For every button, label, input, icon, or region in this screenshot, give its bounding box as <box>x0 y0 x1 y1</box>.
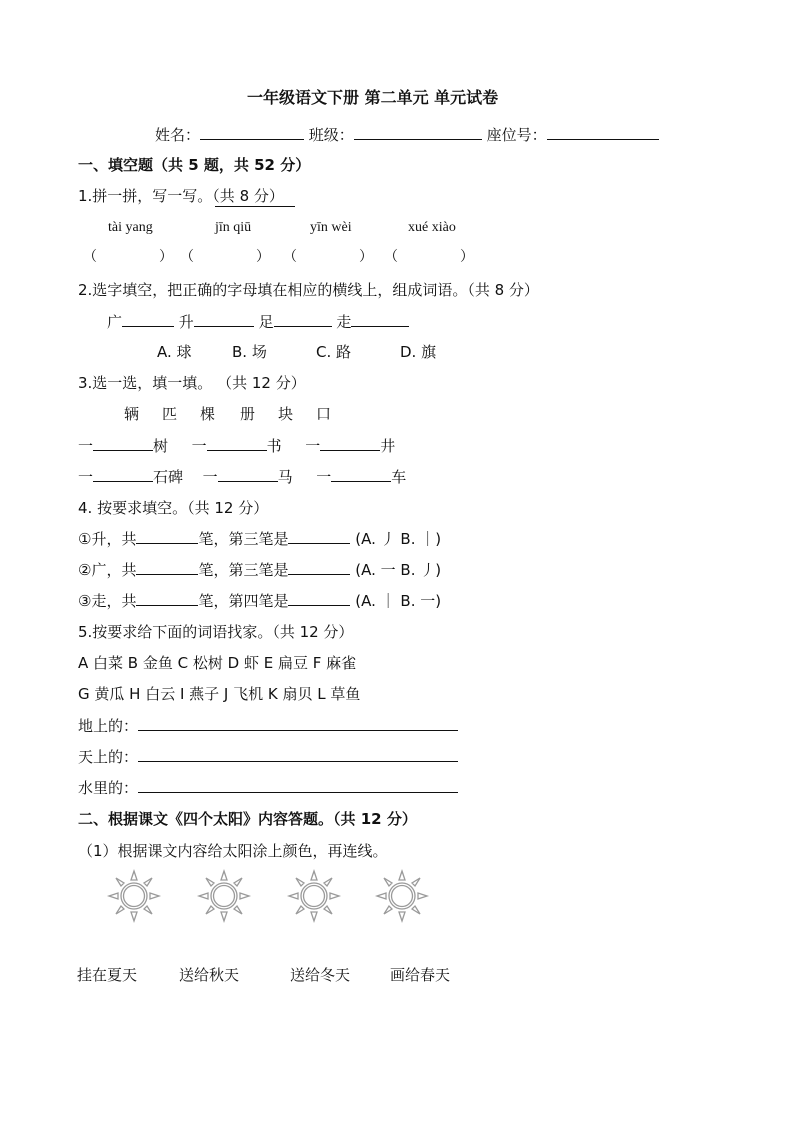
q2-word-1: 广 <box>107 313 123 331</box>
q3-r2-prefix-1: 一 <box>78 468 94 486</box>
q5-water-blank[interactable] <box>138 778 458 793</box>
q1-pinyin-3: yīn wèi <box>310 220 352 235</box>
q1-pinyin-1: tài yang <box>108 220 153 235</box>
q4-r1-number: ① <box>78 530 92 548</box>
q4-r2-char: 广，共 <box>91 561 137 579</box>
q2-word-2: 升 <box>178 313 194 331</box>
q2-blanks-row <box>107 312 409 332</box>
q1-prompt: 1.拼一拼，写一写。（共 8 分） <box>78 187 284 205</box>
section1-heading: 一、填空题（共 5 题，共 52 分） <box>78 156 311 174</box>
q5-prompt: 5.按要求给下面的词语找家。（共 12 分） <box>78 623 354 641</box>
q4-row-1 <box>78 529 441 549</box>
q4-r2-count-blank[interactable] <box>136 560 198 575</box>
q3-choice-3: 棵 <box>200 405 216 423</box>
q2-option-d: D. 旗 <box>400 343 437 361</box>
page-title: 一年级语文下册 第二单元 单元试卷 <box>247 88 499 107</box>
q5-line-land <box>78 716 458 736</box>
q3-choice-6: 口 <box>316 405 332 423</box>
sun-icon-4[interactable] <box>374 868 430 924</box>
q2-word-3: 足 <box>258 313 274 331</box>
q5-words-row-2: G 黄瓜 H 白云 I 燕子 J 飞机 K 扇贝 L 草鱼 <box>78 685 361 703</box>
q2-blank-2[interactable] <box>194 312 254 327</box>
q4-r3-char: 走，共 <box>91 592 137 610</box>
label-spring[interactable]: 画给春天 <box>390 966 451 984</box>
q4-r2-number: ② <box>78 561 92 579</box>
sun-icon-1[interactable] <box>106 868 162 924</box>
q5-sky-blank[interactable] <box>138 747 458 762</box>
q4-r1-options: (A. 丿 B. ｜) <box>355 530 442 548</box>
q2-prompt: 2.选字填空，把正确的字母填在相应的横线上，组成词语。（共 8 分） <box>78 281 539 299</box>
q3-choice-4: 册 <box>240 405 256 423</box>
seat-label: 座位号： <box>486 126 547 144</box>
q1-pinyin-2: jīn qiū <box>215 220 252 235</box>
q2-option-a: A. 球 <box>157 343 192 361</box>
section2-sub1: （1）根据课文内容给太阳涂上颜色，再连线。 <box>78 842 388 860</box>
q3-r1-blank-3[interactable] <box>320 436 380 451</box>
q4-row-3 <box>78 591 441 611</box>
q3-choice-1: 辆 <box>124 405 140 423</box>
q3-r1-prefix-1: 一 <box>78 437 94 455</box>
q1-pinyin-4: xué xiào <box>408 220 456 235</box>
q3-r1-blank-2[interactable] <box>207 436 267 451</box>
q3-row-2 <box>78 467 406 487</box>
q3-r2-blank-1[interactable] <box>93 467 153 482</box>
q3-r1-prefix-3: 一 <box>305 437 321 455</box>
q5-line-water <box>78 778 458 798</box>
name-label: 姓名： <box>155 126 201 144</box>
q4-r2-stroke-blank[interactable] <box>288 560 350 575</box>
q3-r1-prefix-2: 一 <box>191 437 207 455</box>
q4-r3-stroke-blank[interactable] <box>288 591 350 606</box>
q5-land-label: 地上的： <box>78 717 139 735</box>
q5-line-sky <box>78 747 458 767</box>
q3-r2-prefix-3: 一 <box>316 468 332 486</box>
q4-r1-char: 升，共 <box>91 530 137 548</box>
q3-r1-noun-3: 井 <box>380 437 396 455</box>
sun-icon-2[interactable] <box>196 868 252 924</box>
q3-r2-noun-3: 车 <box>391 468 407 486</box>
q5-water-label: 水里的： <box>78 779 139 797</box>
q4-r1-count-blank[interactable] <box>136 529 198 544</box>
q4-r3-options: (A. ｜ B. 一) <box>355 592 442 610</box>
q4-row-2 <box>78 560 441 580</box>
q4-prompt: 4. 按要求填空。（共 12 分） <box>78 499 269 517</box>
q4-r3-count-blank[interactable] <box>136 591 198 606</box>
q2-option-c: C. 路 <box>316 343 352 361</box>
sun-icon-3[interactable] <box>286 868 342 924</box>
q3-r1-noun-1: 树 <box>153 437 169 455</box>
q3-r1-noun-2: 书 <box>266 437 282 455</box>
q2-blank-1[interactable] <box>122 312 174 327</box>
q4-r3-mid: 笔，第四笔是 <box>198 592 289 610</box>
label-autumn[interactable]: 送给秋天 <box>179 966 240 984</box>
class-label: 班级： <box>308 126 354 144</box>
q5-words-row-1: A 白菜 B 金鱼 C 松树 D 虾 E 扁豆 F 麻雀 <box>78 654 357 672</box>
label-winter[interactable]: 送给冬天 <box>290 966 351 984</box>
q2-option-b: B. 场 <box>232 343 267 361</box>
q3-row-1 <box>78 436 395 456</box>
q5-land-blank[interactable] <box>138 716 458 731</box>
label-summer[interactable]: 挂在夏天 <box>77 966 138 984</box>
q2-blank-4[interactable] <box>351 312 409 327</box>
q4-r2-options: (A. 一 B. 丿) <box>355 561 442 579</box>
q1-answer-box-1[interactable]: （ ） <box>83 249 173 265</box>
q1-answer-box-2[interactable]: （ ） <box>180 249 270 265</box>
q1-score-underline <box>215 206 295 207</box>
q3-r2-blank-3[interactable] <box>331 467 391 482</box>
section2-heading: 二、根据课文《四个太阳》内容答题。（共 12 分） <box>78 810 417 828</box>
q3-choice-5: 块 <box>278 405 294 423</box>
student-info-row <box>155 125 659 145</box>
class-blank[interactable] <box>354 125 482 140</box>
q2-word-4: 走 <box>336 313 352 331</box>
q1-answer-box-4[interactable]: （ ） <box>384 249 474 265</box>
q4-r2-mid: 笔，第三笔是 <box>198 561 289 579</box>
q3-prompt: 3.选一选，填一填。 （共 12 分） <box>78 374 306 392</box>
q4-r1-stroke-blank[interactable] <box>288 529 350 544</box>
q3-r2-prefix-2: 一 <box>202 468 218 486</box>
q5-sky-label: 天上的： <box>78 748 139 766</box>
q4-r1-mid: 笔，第三笔是 <box>198 530 289 548</box>
q3-r2-blank-2[interactable] <box>218 467 278 482</box>
seat-blank[interactable] <box>547 125 659 140</box>
q1-answer-box-3[interactable]: （ ） <box>283 249 373 265</box>
name-blank[interactable] <box>200 125 304 140</box>
q3-choice-2: 匹 <box>162 405 178 423</box>
q3-r1-blank-1[interactable] <box>93 436 153 451</box>
q2-blank-3[interactable] <box>274 312 332 327</box>
q3-r2-noun-2: 马 <box>277 468 293 486</box>
q4-r3-number: ③ <box>78 592 92 610</box>
q3-r2-noun-1: 石碑 <box>153 468 184 486</box>
